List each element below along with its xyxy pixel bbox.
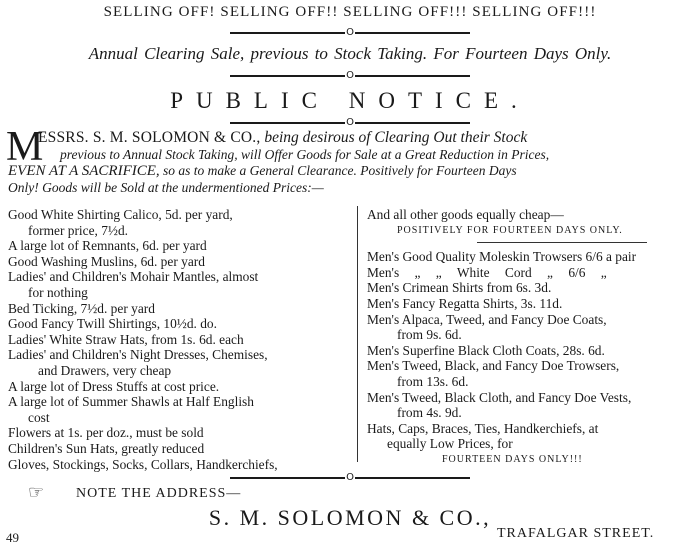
list-item: Flowers at 1s. per doz., must be sold (8, 425, 204, 441)
list-item: from 13s. 6d. (397, 373, 469, 389)
list-item: cost (28, 409, 50, 425)
ornamental-rule-4: O (230, 472, 470, 484)
list-item: Good Fancy Twill Shirtings, 10½d. do. (8, 316, 217, 332)
short-rule (477, 242, 647, 243)
list-item: A large lot of Summer Shawls at Half English (8, 394, 254, 410)
pointing-hand-icon: ☞ (28, 482, 45, 503)
list-item: A large lot of Remnants, 6d. per yard (8, 238, 207, 254)
footer-firm-name: S. M. SOLOMON & CO., (208, 505, 492, 530)
list-item: Good Washing Muslins, 6d. per yard (8, 253, 205, 269)
intro-line-2: previous to Annual Stock Taking, will Offer Goods for Sale at a Great Reduction in Prices, (60, 147, 550, 162)
list-item: former price, 7½d. (28, 222, 129, 238)
list-item: for nothing (28, 284, 88, 300)
list-item: Gloves, Stockings, Socks, Collars, Handkerchiefs, (8, 456, 278, 472)
list-item: Ladies' White Straw Hats, from 1s. 6d. each (8, 331, 244, 347)
column-divider (357, 206, 358, 462)
list-item: Men's Superfine Black Cloth Coats, 28s. 6d. (367, 342, 605, 358)
ornamental-rule-3: O (230, 117, 470, 129)
list-item: from 9s. 6d. (397, 327, 462, 343)
list-item: Men's Crimean Shirts from 6s. 3d. (367, 280, 552, 296)
public-notice-title: PUBLIC NOTICE. (170, 88, 530, 113)
annual-sale-line: Annual Clearing Sale, previous to Stock Taking. For Fourteen Days Only. (88, 44, 612, 63)
intro-line-1: ESSRS. S. M. SOLOMON & CO., being desirous of Clearing Out their Stock (38, 129, 528, 146)
intro-line-3: EVEN AT A SACRIFICE, so as to make a General Clearance. Positively for Fourteen Days (8, 163, 517, 179)
list-item: Men's „ „ White Cord „ 6/6 „ (367, 264, 607, 280)
ornamental-rule-1: O (230, 27, 470, 39)
list-item: Men's Good Quality Moleskin Trowsers 6/6 a pair (367, 249, 637, 265)
intro-paragraph (8, 130, 692, 195)
firm-name-intro: ESSRS. S. M. SOLOMON & CO., (38, 129, 261, 146)
drop-cap-initial: M (6, 124, 44, 170)
list-item: equally Low Prices, for (387, 436, 513, 452)
list-item: Men's Alpaca, Tweed, and Fancy Doe Coats, (367, 311, 607, 327)
list-item: Children's Sun Hats, greatly reduced (8, 440, 205, 456)
list-item: Hats, Caps, Braces, Ties, Handkerchiefs, at (367, 420, 599, 436)
ornamental-rule-2: O (230, 70, 470, 82)
list-item: and Drawers, very cheap (38, 362, 172, 378)
right-price-list (367, 207, 695, 468)
note-address: NOTE THE ADDRESS— (76, 486, 242, 501)
list-item: Ladies' and Children's Night Dresses, Chemises, (8, 347, 268, 363)
list-item: Ladies' and Children's Mohair Mantles, almost (8, 269, 259, 285)
list-item: A large lot of Dress Stuffs at cost price. (8, 378, 220, 394)
selling-off-headline: SELLING OFF! SELLING OFF!! SELLING OFF!!! SELLING OFF!!! (103, 4, 597, 20)
fourteen-days-line: FOURTEEN DAYS ONLY!!! (442, 453, 583, 465)
list-item: Bed Ticking, 7½d. per yard (8, 300, 155, 316)
list-item: Men's Tweed, Black, and Fancy Doe Trowsers, (367, 358, 620, 374)
list-item: Good White Shirting Calico, 5d. per yard, (8, 207, 233, 222)
positively-line: POSITIVELY FOR FOURTEEN DAYS ONLY. (397, 224, 623, 236)
intro-line-4: Only! Goods will be Sold at the undermentioned Prices:— (8, 180, 324, 195)
list-item: from 4s. 9d. (397, 405, 462, 421)
left-price-list (8, 207, 353, 472)
street-address: TRAFALGAR STREET. (497, 526, 655, 541)
ad-number: 49 (6, 530, 19, 545)
list-item: Men's Fancy Regatta Shirts, 3s. 11d. (367, 295, 563, 311)
list-item: Men's Tweed, Black Cloth, and Fancy Doe Vests, (367, 389, 632, 405)
list-item: And all other goods equally cheap— (367, 207, 564, 222)
